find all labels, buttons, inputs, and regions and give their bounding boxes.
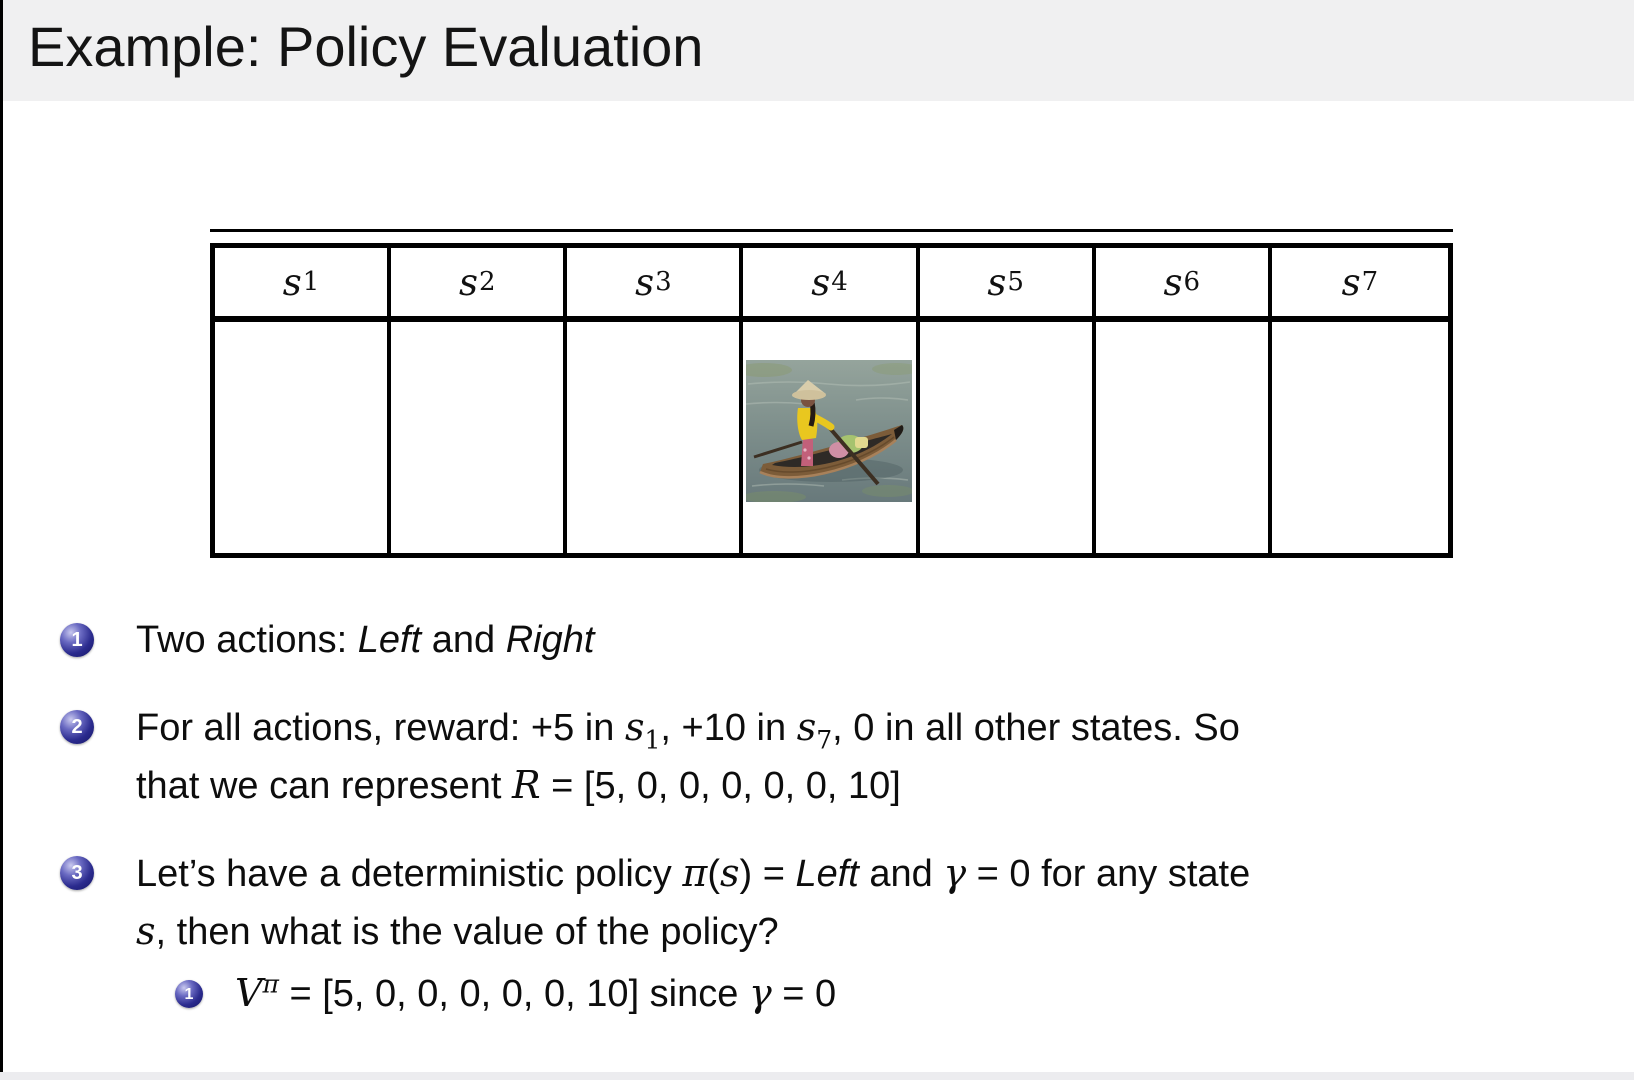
state-header-s7: s 7: [1272, 248, 1448, 322]
state-header-s4: s 4: [743, 248, 919, 322]
state-cell-s7: [1272, 322, 1448, 553]
state-cell-s3: [567, 322, 743, 553]
sub-bullet-item-1: [136, 965, 1586, 1023]
state-cell-s4: [743, 322, 919, 553]
state-table: [210, 243, 1453, 558]
state-header-s6: s 6: [1096, 248, 1272, 322]
enumeration-ball: 2: [60, 710, 94, 744]
state-header-s2: s 2: [391, 248, 567, 322]
slide-bottom-strip: [0, 1072, 1634, 1080]
slide-left-border: [0, 0, 3, 1080]
page-title: Example: Policy Evaluation: [28, 15, 704, 78]
bullet-text: Let’s have a deterministic policy π(s) = Left and γ = 0 for any state s, then what is the value of the policy?: [136, 851, 1251, 953]
state-cell-s1: [215, 322, 391, 553]
sub-bullet-text: $V^\pi = [5$, 0, 0, 0, 0, 0, 10] since γ = 0: [235, 969, 837, 1015]
state-cell-s2: [391, 322, 567, 553]
state-cell-s6: [1096, 322, 1272, 553]
state-header-s3: s 3: [567, 248, 743, 322]
bullet-item-3: [60, 845, 1586, 1023]
bullet-text: For all actions, reward: +5 in $s_1$, +10 in $s_7$, 0 in all other states. So that we can represent R = [5, 0, 0, 0, 0, 0, 10]: [136, 705, 1240, 807]
bullet-item-1: [60, 612, 1586, 669]
enumeration-ball: 1: [60, 623, 94, 657]
bullet-item-2: [60, 699, 1586, 815]
state-header-s1: s 1: [215, 248, 391, 322]
state-cell-s5: [920, 322, 1096, 553]
table-top-rule: [210, 229, 1453, 232]
title-band: [3, 0, 1634, 101]
boat-photo: [746, 360, 912, 502]
enumeration-ball-small: 1: [175, 980, 203, 1008]
bullet-list: [60, 612, 1586, 1053]
bullet-text: Two actions: Left and Right: [136, 619, 595, 661]
enumeration-ball: 3: [60, 856, 94, 890]
state-header-s5: s 5: [920, 248, 1096, 322]
